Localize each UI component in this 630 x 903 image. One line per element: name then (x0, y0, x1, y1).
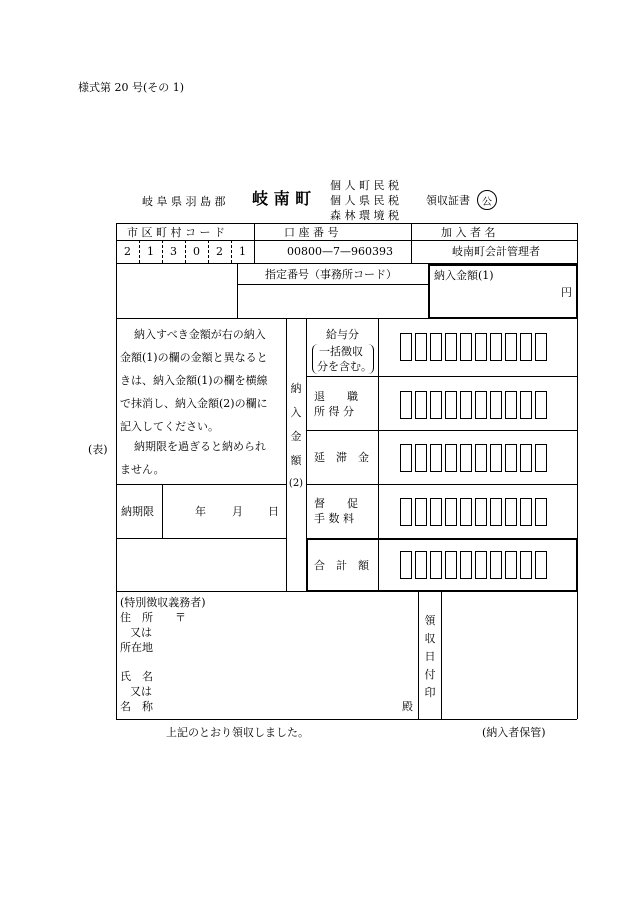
receipt-char-3: 日 (424, 650, 436, 663)
corp-name-label: 名 称 (120, 700, 153, 713)
instruction-line-4: で抹消し、納入金額(2)の欄に (120, 397, 268, 410)
fee-label-2: 手 数 料 (314, 512, 354, 525)
instruction-line-6: 納期限を過ぎると納められ (134, 440, 266, 453)
retire-digit-boxes[interactable] (400, 391, 547, 419)
receipt-char-2: 収 (424, 632, 436, 645)
receipt-char-4: 付 (424, 668, 436, 681)
tax-forest: 森 林 環 境 税 (330, 209, 399, 222)
designated-number-label: 指定番号（事務所コード） (265, 268, 397, 281)
amount2-char-2: 入 (290, 406, 302, 419)
region-label: 岐 阜 県 羽 島 郡 (142, 195, 226, 208)
public-stamp (477, 190, 497, 210)
subscriber-name: 岐南町会計管理者 (452, 245, 540, 258)
code-digit-2: 1 (147, 245, 154, 258)
due-month: 月 (232, 505, 243, 518)
amount2-char-1: 納 (290, 382, 302, 395)
retire-label-1: 退 職 (314, 390, 358, 403)
instruction-line-7: ません。 (120, 463, 165, 476)
code-digit-4: 0 (193, 245, 200, 258)
code-digit-5: 2 (216, 245, 223, 258)
subscriber-label: 加 入 者 名 (441, 226, 496, 239)
amount2-char-5: (2) (288, 478, 304, 489)
salary-digit-boxes[interactable] (400, 333, 547, 361)
salary-note-1: 一括徴収 (319, 345, 363, 358)
instruction-line-1: 納入すべき金額が右の納入 (134, 328, 266, 341)
payer-copy-note: (納入者保管) (482, 726, 546, 739)
due-day: 日 (268, 505, 279, 518)
total-digit-boxes[interactable] (400, 551, 547, 579)
town-name: 岐 南 町 (252, 189, 312, 208)
fee-digit-boxes[interactable] (400, 498, 547, 526)
name-label: 氏 名 (120, 670, 153, 683)
delay-label: 延 滞 金 (314, 451, 369, 464)
doc-type: 領収証書 (426, 194, 470, 207)
delay-digit-boxes[interactable] (400, 444, 547, 472)
yen-unit: 円 (561, 286, 572, 299)
amount1-label: 納入金額(1) (434, 269, 494, 282)
stamp-char: 公 (482, 196, 492, 208)
location-label: 所在地 (120, 641, 153, 654)
code-digit-3: 3 (170, 245, 177, 258)
receipt-char-1: 領 (424, 614, 436, 627)
total-label: 合 計 額 (314, 559, 369, 572)
account-number: 00800—7—960393 (287, 245, 393, 258)
amount2-char-4: 額 (290, 454, 302, 467)
payer-title: (特別徴収義務者) (120, 596, 206, 609)
instruction-line-5: 記入してください。 (120, 420, 219, 433)
instruction-line-3: きは、納入金額(1)の欄を横線 (120, 374, 268, 387)
receipt-statement: 上記のとおり領収しました。 (166, 726, 309, 739)
code-digit-1: 2 (124, 245, 131, 258)
code-label: 市 区 町 村 コ ー ド (127, 226, 225, 239)
form-number: 様式第 20 号(その 1) (78, 81, 185, 94)
fee-label-1: 督 促 (314, 497, 358, 510)
or-label-2: 又は (130, 685, 152, 698)
receipt-char-5: 印 (424, 686, 436, 699)
tax-municipal: 個 人 町 民 税 (330, 179, 399, 192)
amount2-char-3: 金 (290, 430, 302, 443)
instruction-line-2: 金額(1)の欄の金額と異なると (120, 351, 268, 364)
account-label: 口 座 番 号 (284, 226, 339, 239)
side-label: (表) (88, 443, 108, 456)
honorific: 殿 (402, 700, 413, 713)
due-label: 納期限 (121, 505, 154, 518)
salary-note-2: 分を含む。 (317, 360, 372, 373)
retire-label-2: 所 得 分 (314, 405, 354, 418)
salary-label: 給与分 (326, 328, 359, 341)
code-digit-6: 1 (239, 245, 246, 258)
amount2-vertical-label (289, 383, 303, 503)
tax-prefectural: 個 人 県 民 税 (330, 194, 399, 207)
receipt-date-stamp-label (423, 615, 437, 705)
address-label: 住 所 〒 (120, 611, 186, 624)
due-year: 年 (195, 505, 206, 518)
or-label-1: 又は (130, 626, 152, 639)
